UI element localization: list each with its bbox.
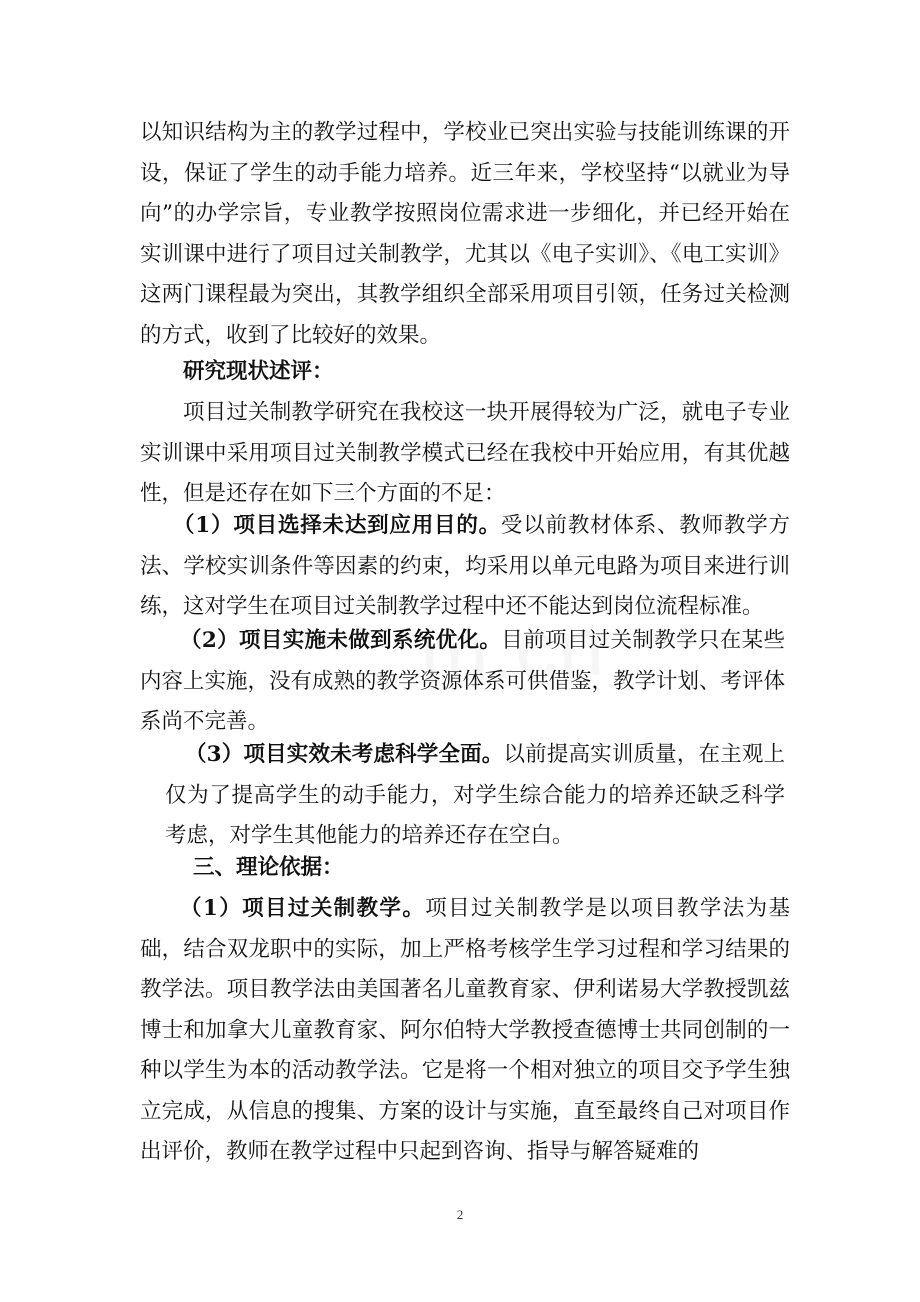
- issue-2-title: （2）项目实施未做到系统优化。: [180, 628, 502, 653]
- theory-item-body: 项目过关制教学是以项目教学法为基础，结合双龙职中的实际，加上严格考核学生学习过程和学习结果的教学法。项目教学法由美国著名儿童教育家、伊利诺易大学教授凯兹博士和加拿大儿童教育家、阿尔伯特大学教授查德博士共同创制的一种以学生为本的活动教学法。它是将一个相对独立的项目交予学生独立完成，从信息的搜集、方案的设计与实施，直至最终自己对项目作出评价，教师在教学过程中只起到咨询、指导与解答疑难的: [140, 896, 790, 1164]
- issue-2-body: 目前项目过关制教学只在某些内容上实施，没有成熟的教学资源体系可供借鉴，教学计划、考评体系尚不完善。: [140, 628, 786, 734]
- issue-3-paragraph: [165, 735, 785, 857]
- issue-2-paragraph: [140, 621, 785, 743]
- issue-1-title: （1）项目选择未达到应用目的。: [173, 513, 501, 538]
- issue-3-title: （3）项目实效未考虑科学全面。: [185, 742, 504, 767]
- issue-3-body: 以前提高实训质量，在主观上仅为了提高学生的动手能力，对学生综合能力的培养还缺乏科学考虑，对学生其他能力的培养还存在空白。: [165, 742, 785, 848]
- theory-heading: 三、理论依据：: [193, 855, 344, 880]
- research-status-heading: 研究现状述评：: [183, 359, 334, 384]
- theory-item-paragraph: [140, 889, 790, 1173]
- intro-paragraph: 以知识结构为主的教学过程中，学校业已突出实验与技能训练课的开设，保证了学生的动手能力培养。近三年来，学校坚持“以就业为导向”的办学宗旨，专业教学按照岗位需求进一步细化，并已经开始在实训课中进行了项目过关制教学，尤其以《电子实训》、《电工实训》这两门课程最为突出，其教学组织全部采用项目引领，任务过关检测的方式，收到了比较好的效果。: [140, 120, 790, 348]
- issue-1-body: 受以前教材体系、教师教学方法、学校实训条件等因素的约束，均采用以单元电路为项目来进行训练，这对学生在项目过关制教学过程中还不能达到岗位流程标准。: [140, 513, 790, 619]
- research-status-paragraph: 项目过关制教学研究在我校这一块开展得较为广泛，就电子专业实训课中采用项目过关制教学模式已经在我校中开始应用，有其优越性，但是还存在如下三个方面的不足：: [140, 400, 790, 506]
- theory-item-title: （1）项目过关制教学。: [180, 896, 426, 921]
- issue-1-paragraph: [140, 506, 790, 628]
- page-number: 2: [456, 1207, 464, 1222]
